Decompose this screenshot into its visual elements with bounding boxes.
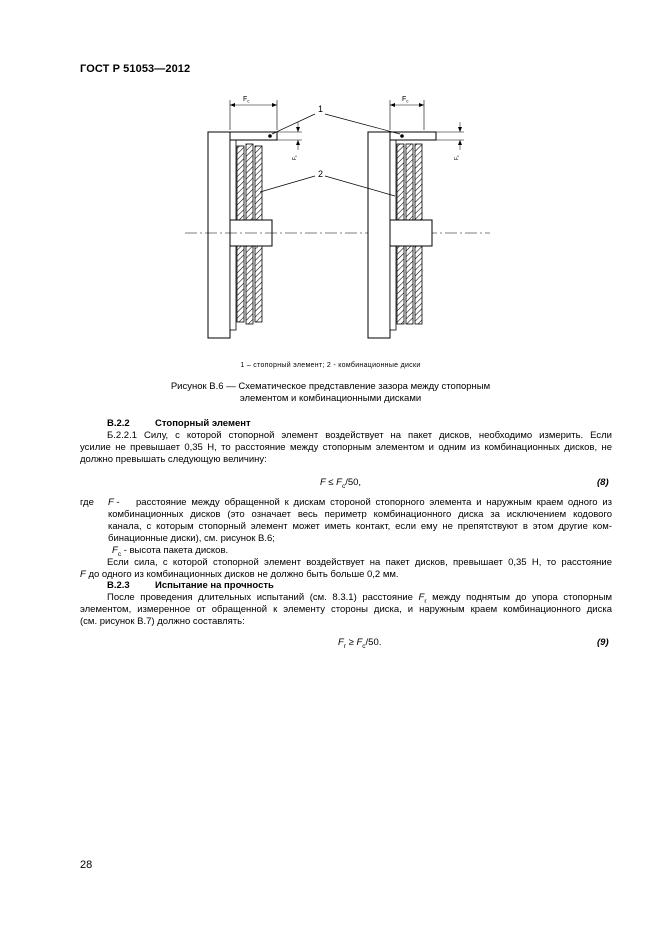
section-title: Стопорный элемент [155, 418, 251, 429]
formula-8: $F \le F_c/50$, [320, 477, 362, 490]
right-assembly [368, 96, 464, 338]
section-b22-heading [107, 418, 251, 430]
where-fc-line: $F_c$ - высота пакета дисков. [112, 545, 229, 558]
section-number: В.2.3 [107, 580, 130, 591]
where-line3: канала, с которым стопорный элемент может иметь контакт, если ему не препятствуют в этом другие ком- [108, 521, 612, 532]
callout-2: 2 [318, 169, 324, 179]
formula-9-number: (9) [597, 637, 609, 648]
where-symbol: F - [108, 497, 120, 508]
figure-b6 [180, 92, 500, 357]
where-line1: расстояние между обращенной к дискам стороной стопорного элемента и наружным краем одного из [136, 497, 612, 508]
where-line2: комбинационных дисков (это означает весь периметр комбинационного диска за исключением кодового [108, 509, 612, 520]
caption-line-2: элементом и комбинационными дисками [239, 393, 422, 404]
formula-9: $F_r \ge F_c/50$. [338, 637, 382, 650]
callout-1: 1 [318, 104, 324, 114]
left-dim-label: $F_c$ [243, 96, 250, 104]
para-force-line2: F до одного из комбинационных дисков не должно быть больше 0,2 мм. [80, 569, 399, 580]
where-word: где [80, 497, 94, 508]
left-vertical-label: $F_c$ [292, 155, 298, 160]
section-b23-heading [107, 580, 274, 592]
page-number: 28 [80, 859, 93, 871]
left-assembly [208, 96, 302, 338]
para-b221-line1: Б.2.2.1 Силу, с которой стопорной элемент воздействует на пакет дисков, необходимо измерить. Если [107, 430, 612, 441]
section-number: В.2.2 [107, 418, 130, 429]
right-shaft [390, 220, 432, 246]
para-b23-line3: (см. рисунок В.7) должно составлять: [80, 616, 245, 627]
right-dim-label: $F_c$ [402, 96, 409, 104]
para-b221-line3: должно превышать следующую величину: [80, 454, 267, 465]
right-base-plate [368, 132, 390, 338]
left-base-plate [208, 132, 230, 338]
formula-8-number: (8) [597, 477, 609, 488]
para-b221-line2: усилие не превышает 0,35 Н, то расстояние между стопорным элементом и одним из комбинационных дисков, не [80, 442, 612, 453]
caption-line-1: Рисунок В.6 — Схематическое представление зазора между стопорным [170, 381, 491, 392]
document-header: ГОСТ Р 51053—2012 [80, 63, 191, 75]
section-title: Испытание на прочность [155, 580, 274, 591]
where-line4: бинационные диски), см. рисунок В.6; [108, 533, 275, 544]
para-b23-line2: элементом, измеренное от обращенной к элементу стороны диска, и наружным краем комбинационного диска [80, 604, 612, 615]
right-vertical-label: $F_c$ [454, 155, 460, 160]
para-force-line1: Если сила, с которой стопорной элемент воздействует на пакет дисков, превышает 0,35 Н, то расстояние [107, 557, 612, 568]
figure-b6-drawing [180, 92, 500, 357]
figure-legend: 1 – стопорный элемент; 2 - комбинационные диски [240, 362, 421, 369]
para-b23-line1: После проведения длительных испытаний (см. 8.3.1) расстояние $F_r$ между поднятым до упора стопорным [107, 592, 612, 605]
figure-caption [0, 381, 661, 405]
